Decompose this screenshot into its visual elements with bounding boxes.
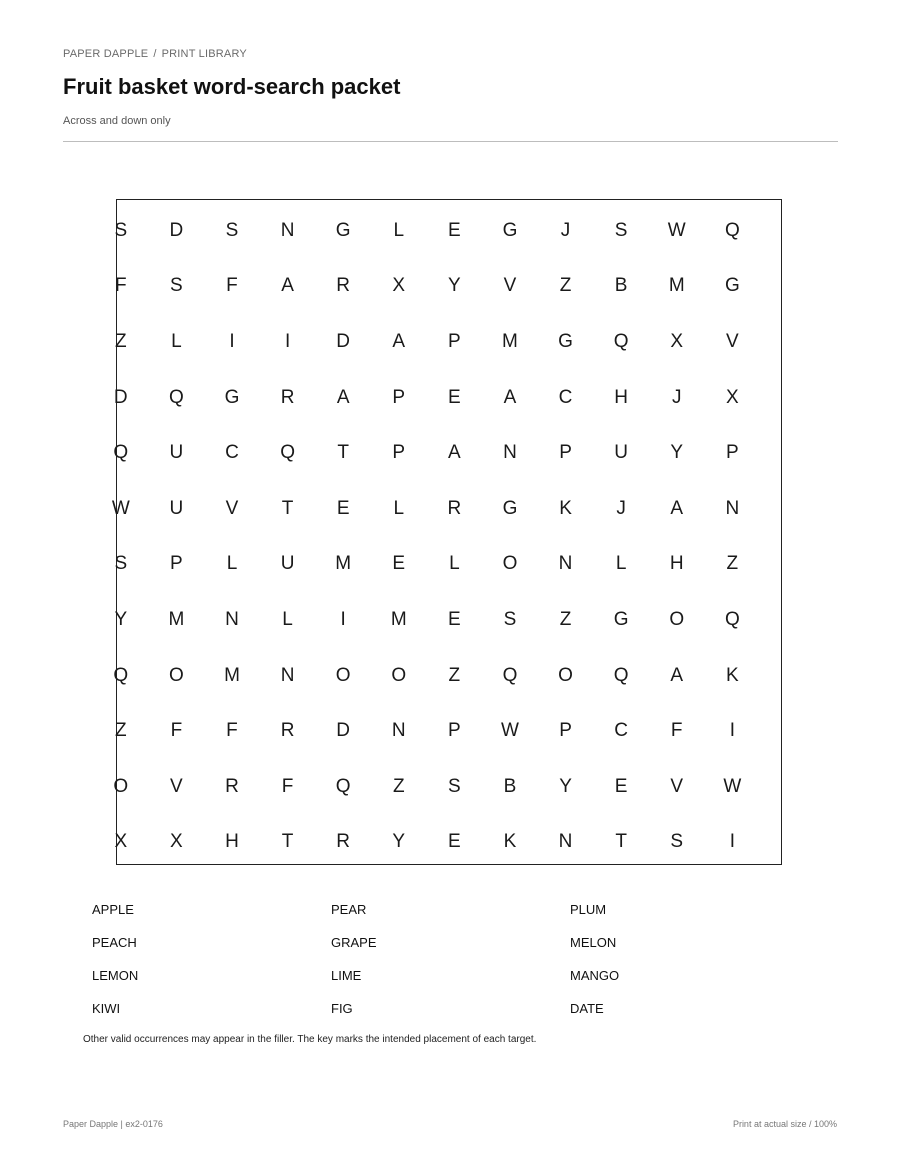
grid-cell: G: [724, 275, 740, 297]
grid-cell: O: [169, 664, 184, 686]
grid-cell: N: [558, 553, 573, 575]
grid-cell: I: [729, 720, 735, 742]
grid-cell: F: [226, 720, 238, 742]
word-list-item: KIWI: [92, 1001, 121, 1016]
grid-cell: P: [559, 442, 572, 464]
header-divider: [63, 141, 838, 142]
grid-cell: V: [225, 497, 239, 519]
grid-cell: P: [448, 720, 461, 742]
grid-cell: Y: [670, 442, 684, 464]
grid-cell: X: [392, 275, 406, 297]
grid-cell: L: [226, 553, 238, 575]
grid-cell: W: [500, 720, 519, 742]
grid-cell: C: [558, 386, 573, 408]
grid-cell: U: [614, 442, 628, 464]
grid-cell: D: [336, 330, 351, 352]
grid-cell: N: [280, 664, 295, 686]
breadcrumb: [63, 48, 247, 60]
grid-cell: Q: [113, 664, 129, 686]
grid-cell: T: [615, 831, 627, 853]
grid-cell: Q: [502, 664, 518, 686]
grid-cell: I: [229, 330, 235, 352]
grid-cell: Z: [448, 664, 461, 686]
word-list: [92, 902, 812, 1017]
grid-cell: P: [448, 330, 461, 352]
grid-cell: U: [169, 442, 184, 464]
grid-cell: L: [449, 553, 460, 575]
grid-cell: W: [723, 775, 742, 797]
grid-cell: G: [224, 386, 240, 408]
grid-cell: F: [281, 775, 294, 797]
grid-cell: V: [670, 775, 684, 797]
grid-cell: F: [170, 720, 183, 742]
grid-cell: E: [448, 219, 461, 241]
grid-cell: G: [613, 608, 629, 630]
puzzle-note: Other valid occurrences may appear in the filler. The key marks the intended placement of each target.: [83, 1034, 537, 1045]
footer-print-hint: Print at actual size / 100%: [732, 1119, 837, 1129]
page-title: Fruit basket word-search packet: [63, 74, 401, 99]
grid-cell: A: [392, 330, 406, 352]
grid-cell: O: [335, 664, 351, 686]
grid-cell: R: [280, 720, 295, 742]
grid-cell: S: [225, 219, 239, 241]
grid-cell: O: [391, 664, 407, 686]
word-list-item: DATE: [570, 1001, 604, 1016]
grid-cell: Q: [113, 442, 129, 464]
grid-cell: A: [670, 664, 684, 686]
grid-cell: D: [336, 720, 351, 742]
grid-cell: M: [168, 608, 185, 630]
grid-cell: E: [392, 553, 406, 575]
grid-cell: N: [225, 608, 239, 630]
grid-cell: Z: [726, 553, 739, 575]
grid-cell: Y: [559, 775, 572, 797]
grid-cell: H: [614, 386, 628, 408]
grid-cell: T: [337, 442, 349, 464]
grid-cell: L: [615, 553, 627, 575]
grid-cell: P: [392, 442, 406, 464]
grid-cell: I: [340, 608, 346, 630]
grid-cell: A: [448, 442, 461, 464]
grid-cell: U: [169, 497, 184, 519]
grid-cell: G: [502, 219, 518, 241]
grid-cell: N: [503, 442, 517, 464]
grid-cell: G: [558, 330, 573, 352]
word-list-item: FIG: [331, 1001, 353, 1016]
grid-cell: E: [448, 608, 461, 630]
word-list-item: MANGO: [570, 968, 620, 983]
grid-cell: Q: [169, 386, 184, 408]
grid-cell: E: [614, 775, 628, 797]
grid-cell: M: [668, 275, 685, 297]
puzzle-grid: [111, 203, 782, 870]
grid-cell: R: [447, 497, 462, 519]
grid-cell: G: [502, 497, 518, 519]
grid-cell: L: [171, 330, 182, 352]
grid-cell: N: [725, 497, 740, 519]
grid-cell: V: [170, 775, 183, 797]
grid-cell: O: [113, 775, 129, 797]
grid-cell: S: [448, 775, 461, 797]
grid-cell: Z: [559, 608, 572, 630]
grid-cell: T: [281, 831, 294, 853]
grid-cell: C: [225, 442, 239, 464]
grid-cell: S: [503, 608, 517, 630]
grid-cell: L: [393, 219, 405, 241]
grid-cell: O: [558, 664, 573, 686]
grid-cell: R: [336, 831, 351, 853]
grid-cell: N: [391, 720, 406, 742]
grid-cell: E: [448, 831, 461, 853]
breadcrumb-separator: /: [153, 48, 157, 60]
grid-cell: A: [336, 386, 350, 408]
grid-cell: P: [170, 553, 183, 575]
grid-cell: I: [284, 330, 291, 352]
grid-cell: Q: [613, 330, 629, 352]
grid-cell: A: [503, 386, 517, 408]
grid-cell: F: [114, 275, 127, 297]
grid-cell: M: [224, 664, 240, 686]
grid-cell: Y: [114, 608, 128, 630]
grid-cell: Q: [724, 219, 740, 241]
grid-cell: N: [280, 219, 295, 241]
grid-cell: E: [448, 386, 461, 408]
grid-cell: L: [282, 608, 293, 630]
grid-cell: D: [113, 386, 128, 408]
grid-cell: A: [670, 497, 684, 519]
grid-cell: L: [393, 497, 405, 519]
grid-cell: S: [114, 553, 128, 575]
grid-cell: P: [725, 442, 739, 464]
breadcrumb-section[interactable]: PRINT LIBRARY: [161, 48, 247, 60]
grid-cell: J: [616, 497, 626, 519]
grid-cell: B: [503, 775, 517, 797]
word-list-item: APPLE: [92, 902, 134, 917]
word-list-item: LIME: [331, 968, 362, 983]
grid-cell: J: [671, 386, 682, 408]
grid-cell: P: [559, 720, 572, 742]
grid-cell: Z: [114, 330, 127, 352]
grid-cell: Q: [613, 664, 629, 686]
grid-cell: D: [169, 219, 184, 241]
grid-cell: N: [558, 831, 573, 853]
footer-id: Paper Dapple | ex2-0176: [63, 1119, 163, 1129]
grid-cell: K: [725, 664, 739, 686]
grid-cell: Y: [448, 275, 461, 297]
grid-cell: P: [392, 386, 406, 408]
grid-cell: S: [614, 219, 628, 241]
grid-cell: U: [280, 553, 295, 575]
grid-cell: I: [729, 831, 735, 853]
grid-cell: A: [281, 275, 294, 297]
grid-cell: B: [614, 275, 628, 297]
grid-cell: K: [559, 497, 572, 519]
grid-cell: S: [114, 219, 128, 241]
word-list-item: PEAR: [331, 902, 367, 917]
grid-cell: C: [614, 720, 628, 742]
grid-cell: M: [390, 608, 407, 630]
word-list-item: PLUM: [570, 902, 607, 917]
grid-cell: F: [226, 275, 238, 297]
grid-cell: S: [670, 831, 684, 853]
word-list-item: LEMON: [92, 968, 139, 983]
grid-cell: O: [502, 553, 518, 575]
grid-cell: Q: [280, 442, 295, 464]
grid-cell: F: [670, 720, 683, 742]
word-list-item: GRAPE: [331, 935, 377, 950]
grid-cell: X: [725, 386, 739, 408]
grid-cell: Z: [392, 775, 405, 797]
grid-cell: K: [503, 831, 517, 853]
grid-cell: X: [170, 831, 183, 853]
word-list-item: MELON: [570, 935, 617, 950]
grid-cell: Z: [559, 275, 572, 297]
grid-cell: T: [281, 497, 294, 519]
grid-cell: R: [336, 275, 351, 297]
grid-cell: V: [725, 330, 739, 352]
grid-cell: Y: [392, 831, 406, 853]
grid-cell: V: [503, 275, 517, 297]
grid-cell: E: [336, 497, 350, 519]
grid-cell: W: [667, 219, 686, 241]
grid-cell: W: [111, 497, 130, 519]
word-list-item: PEACH: [92, 935, 137, 950]
grid-cell: S: [170, 275, 183, 297]
breadcrumb-brand[interactable]: PAPER DAPPLE: [63, 48, 149, 60]
grid-cell: Z: [114, 720, 127, 742]
grid-cell: H: [669, 553, 684, 575]
grid-cell: R: [280, 386, 295, 408]
grid-cell: M: [502, 330, 518, 352]
grid-cell: X: [114, 831, 128, 853]
page-subtitle: Across and down only: [63, 115, 171, 127]
grid-cell: M: [335, 553, 352, 575]
grid-cell: R: [225, 775, 239, 797]
grid-cell: O: [669, 608, 685, 630]
grid-cell: G: [335, 219, 351, 241]
grid-cell: Q: [335, 775, 351, 797]
grid-cell: H: [225, 831, 239, 853]
grid-cell: X: [670, 330, 684, 352]
grid-cell: Q: [724, 608, 740, 630]
grid-cell: J: [560, 219, 571, 241]
